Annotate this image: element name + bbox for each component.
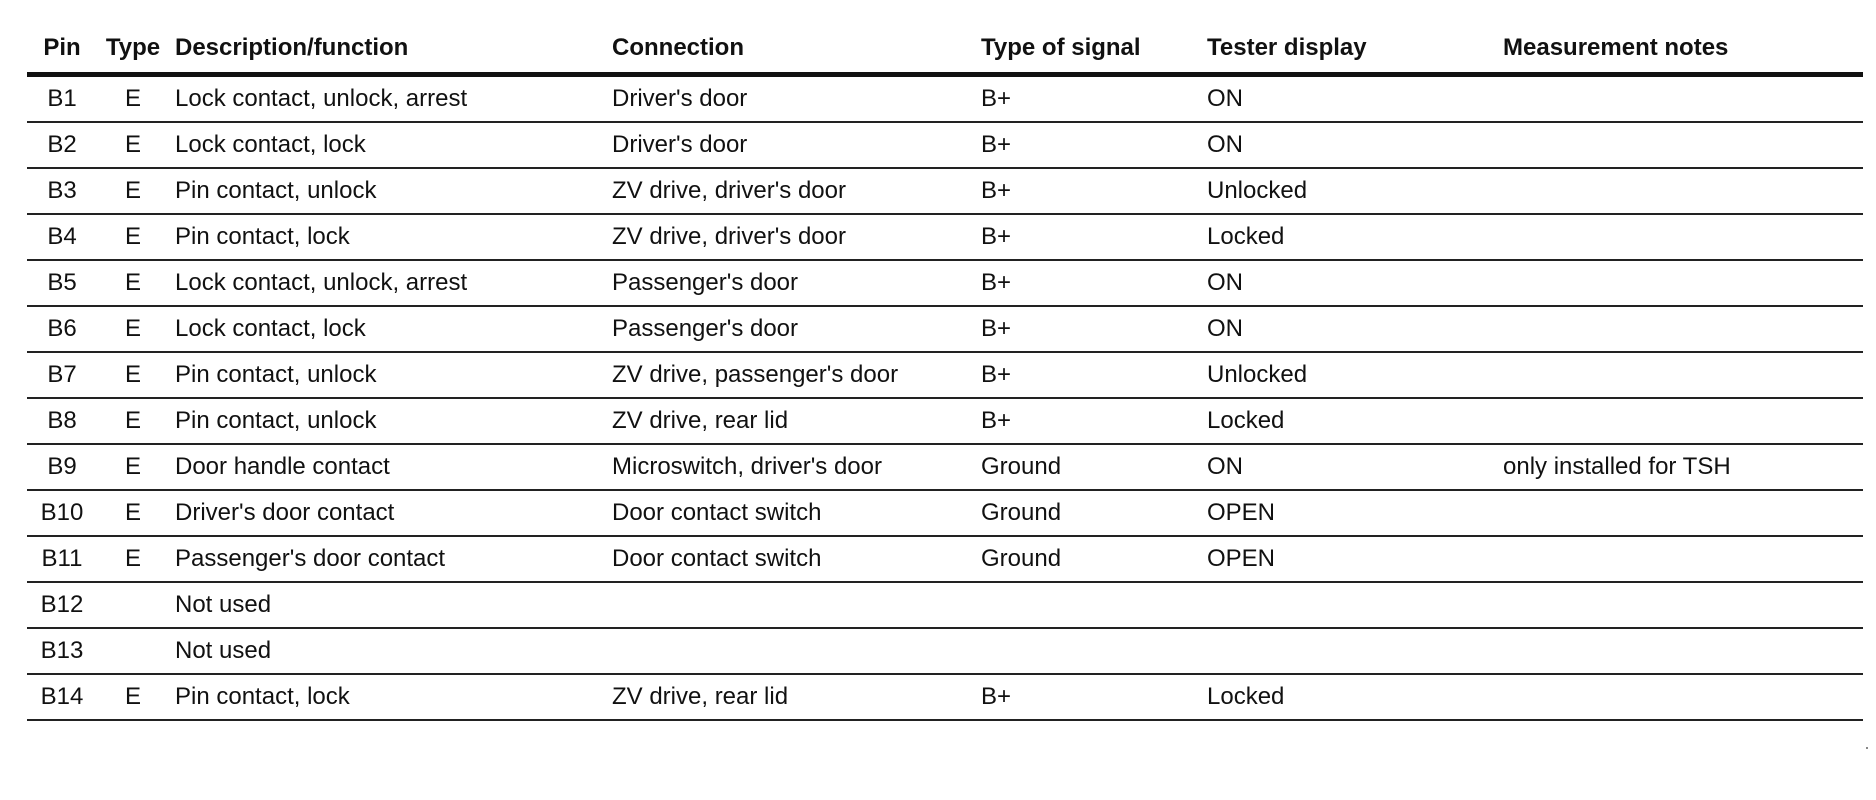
cell-pin: B6 xyxy=(27,306,97,352)
stray-dot xyxy=(1866,747,1868,749)
cell-type: E xyxy=(97,122,169,168)
cell-signal: Ground xyxy=(981,536,1207,582)
cell-description: Pin contact, unlock xyxy=(169,168,612,214)
cell-signal: Ground xyxy=(981,490,1207,536)
cell-signal: B+ xyxy=(981,75,1207,123)
cell-tester: ON xyxy=(1207,260,1503,306)
cell-type xyxy=(97,628,169,674)
header-notes: Measurement notes xyxy=(1503,34,1729,61)
cell-notes xyxy=(1503,536,1863,582)
cell-tester: OPEN xyxy=(1207,490,1503,536)
pin-assignment-table xyxy=(27,24,1863,721)
table-row xyxy=(27,444,1863,490)
cell-signal: B+ xyxy=(981,214,1207,260)
cell-tester: ON xyxy=(1207,444,1503,490)
table-row xyxy=(27,490,1863,536)
cell-tester: OPEN xyxy=(1207,536,1503,582)
table-body xyxy=(27,75,1863,721)
cell-tester: ON xyxy=(1207,306,1503,352)
cell-signal: B+ xyxy=(981,260,1207,306)
cell-pin: B13 xyxy=(27,628,97,674)
cell-description: Door handle contact xyxy=(169,444,612,490)
cell-description: Driver's door contact xyxy=(169,490,612,536)
header-tester: Tester display xyxy=(1207,34,1367,61)
cell-signal: B+ xyxy=(981,398,1207,444)
cell-connection: Door contact switch xyxy=(612,490,981,536)
cell-notes xyxy=(1503,398,1863,444)
cell-connection: ZV drive, rear lid xyxy=(612,674,981,720)
cell-description: Lock contact, unlock, arrest xyxy=(169,75,612,123)
cell-description: Pin contact, lock xyxy=(169,674,612,720)
cell-signal xyxy=(981,628,1207,674)
table-row xyxy=(27,260,1863,306)
cell-notes xyxy=(1503,168,1863,214)
cell-connection: Microswitch, driver's door xyxy=(612,444,981,490)
table-row xyxy=(27,122,1863,168)
header-description: Description/function xyxy=(175,34,409,61)
cell-type: E xyxy=(97,444,169,490)
cell-signal xyxy=(981,582,1207,628)
cell-connection: Driver's door xyxy=(612,75,981,123)
cell-type: E xyxy=(97,214,169,260)
cell-notes xyxy=(1503,260,1863,306)
cell-connection xyxy=(612,628,981,674)
cell-connection: Driver's door xyxy=(612,122,981,168)
cell-type: E xyxy=(97,306,169,352)
cell-tester: Locked xyxy=(1207,674,1503,720)
cell-description: Pin contact, lock xyxy=(169,214,612,260)
cell-description: Lock contact, unlock, arrest xyxy=(169,260,612,306)
cell-description: Pin contact, unlock xyxy=(169,398,612,444)
cell-tester: Locked xyxy=(1207,214,1503,260)
table-row xyxy=(27,168,1863,214)
cell-pin: B11 xyxy=(27,536,97,582)
table-header xyxy=(27,24,1863,75)
cell-tester: ON xyxy=(1207,75,1503,123)
cell-connection xyxy=(612,582,981,628)
cell-signal: B+ xyxy=(981,352,1207,398)
cell-notes xyxy=(1503,75,1863,123)
header-pin: Pin xyxy=(43,34,81,61)
cell-type: E xyxy=(97,352,169,398)
header-row xyxy=(27,24,1863,75)
cell-notes xyxy=(1503,306,1863,352)
cell-pin: B9 xyxy=(27,444,97,490)
cell-tester: Locked xyxy=(1207,398,1503,444)
table-row xyxy=(27,306,1863,352)
cell-signal: B+ xyxy=(981,674,1207,720)
cell-notes xyxy=(1503,582,1863,628)
cell-description: Lock contact, lock xyxy=(169,122,612,168)
cell-notes xyxy=(1503,352,1863,398)
table-row xyxy=(27,582,1863,628)
cell-signal: Ground xyxy=(981,444,1207,490)
cell-notes xyxy=(1503,628,1863,674)
header-type: Type xyxy=(105,34,161,61)
cell-tester: Unlocked xyxy=(1207,168,1503,214)
cell-pin: B10 xyxy=(27,490,97,536)
header-connection: Connection xyxy=(612,34,744,61)
cell-type: E xyxy=(97,398,169,444)
cell-notes xyxy=(1503,490,1863,536)
cell-connection: Passenger's door xyxy=(612,306,981,352)
table-row xyxy=(27,674,1863,720)
cell-type xyxy=(97,582,169,628)
table-row xyxy=(27,352,1863,398)
table-row xyxy=(27,214,1863,260)
table-row xyxy=(27,628,1863,674)
header-signal: Type of signal xyxy=(981,34,1141,61)
pin-assignment-table-container xyxy=(27,24,1863,721)
cell-description: Lock contact, lock xyxy=(169,306,612,352)
cell-pin: B2 xyxy=(27,122,97,168)
cell-description: Pin contact, unlock xyxy=(169,352,612,398)
cell-pin: B8 xyxy=(27,398,97,444)
cell-description: Passenger's door contact xyxy=(169,536,612,582)
cell-tester xyxy=(1207,582,1503,628)
cell-type: E xyxy=(97,168,169,214)
cell-type: E xyxy=(97,536,169,582)
cell-pin: B1 xyxy=(27,75,97,123)
table-row xyxy=(27,536,1863,582)
cell-pin: B12 xyxy=(27,582,97,628)
cell-type: E xyxy=(97,75,169,123)
cell-pin: B4 xyxy=(27,214,97,260)
cell-signal: B+ xyxy=(981,168,1207,214)
cell-connection: Door contact switch xyxy=(612,536,981,582)
cell-type: E xyxy=(97,260,169,306)
cell-type: E xyxy=(97,674,169,720)
cell-type: E xyxy=(97,490,169,536)
cell-pin: B3 xyxy=(27,168,97,214)
cell-connection: ZV drive, driver's door xyxy=(612,214,981,260)
table-row xyxy=(27,398,1863,444)
cell-pin: B7 xyxy=(27,352,97,398)
cell-signal: B+ xyxy=(981,306,1207,352)
cell-tester: Unlocked xyxy=(1207,352,1503,398)
cell-description: Not used xyxy=(169,628,612,674)
cell-tester: ON xyxy=(1207,122,1503,168)
table-row xyxy=(27,75,1863,123)
cell-notes xyxy=(1503,122,1863,168)
cell-connection: Passenger's door xyxy=(612,260,981,306)
cell-notes xyxy=(1503,214,1863,260)
cell-tester xyxy=(1207,628,1503,674)
cell-pin: B14 xyxy=(27,674,97,720)
cell-connection: ZV drive, passenger's door xyxy=(612,352,981,398)
cell-description: Not used xyxy=(169,582,612,628)
cell-notes xyxy=(1503,674,1863,720)
cell-pin: B5 xyxy=(27,260,97,306)
cell-connection: ZV drive, rear lid xyxy=(612,398,981,444)
cell-signal: B+ xyxy=(981,122,1207,168)
cell-notes: only installed for TSH xyxy=(1503,444,1863,490)
cell-connection: ZV drive, driver's door xyxy=(612,168,981,214)
